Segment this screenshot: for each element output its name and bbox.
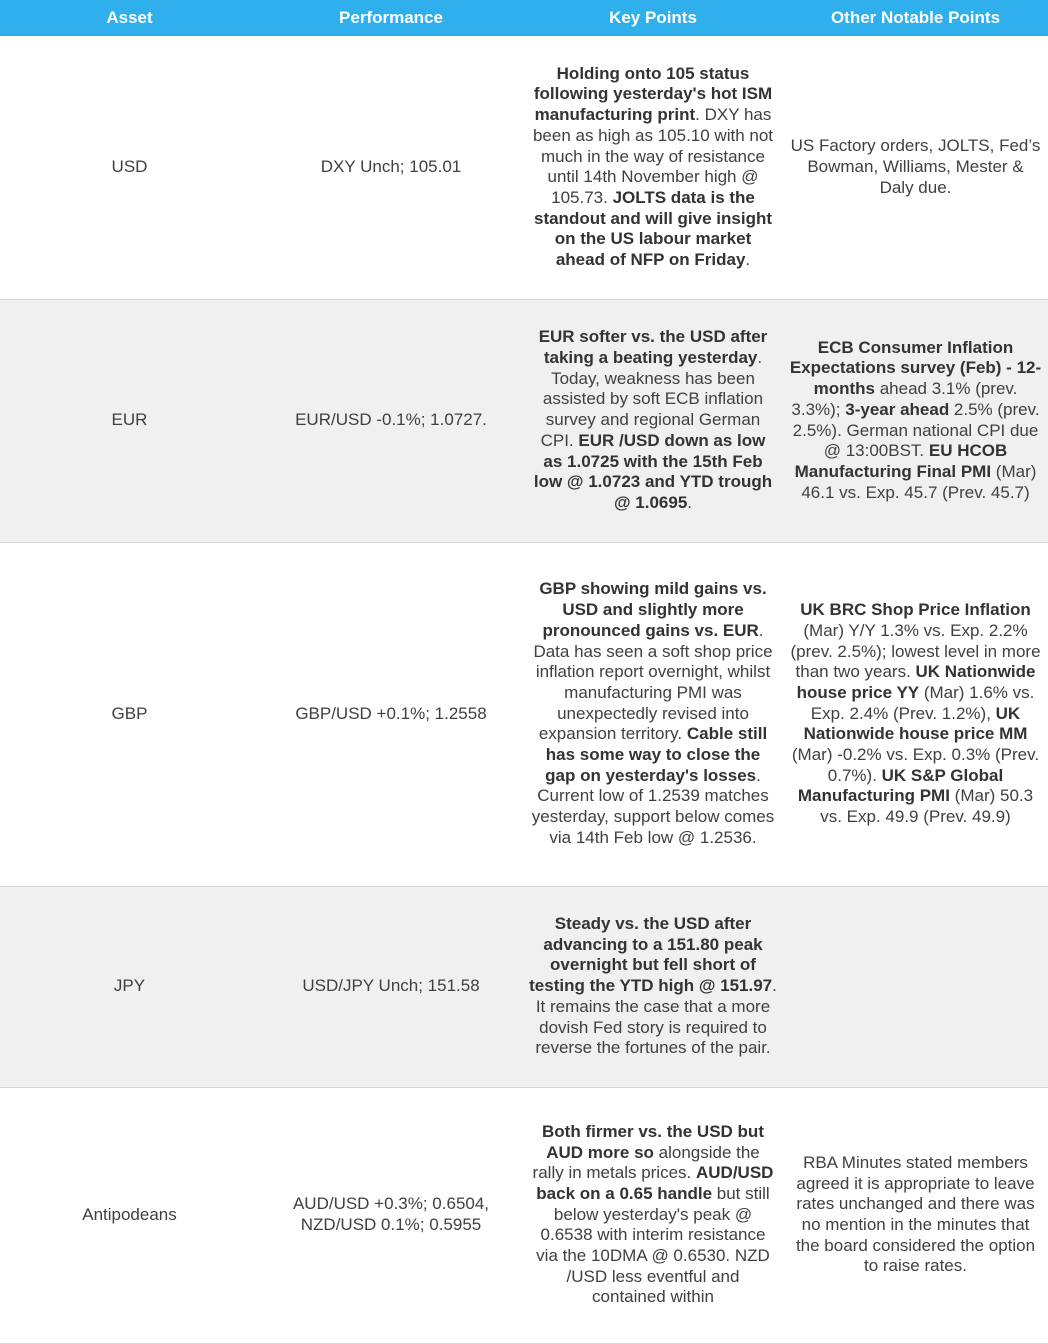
- performance-line: NZD/USD 0.1%; 0.5955: [300, 1215, 482, 1234]
- other-points-text: US Factory orders, JOLTS, Fed’s Bowman, Williams, Mester & Daly due.: [790, 136, 1041, 197]
- other-points-text: ahead 3.1% (prev. 3.3%);: [791, 379, 1018, 419]
- asset-cell: JPY: [0, 886, 259, 1087]
- key-points-text: .: [687, 492, 693, 512]
- header-asset: Asset: [0, 0, 259, 36]
- header-row: [0, 0, 1048, 36]
- table-row-antipodeans: [0, 1087, 1048, 1343]
- other-points-cell: [783, 299, 1048, 542]
- key-points-text: alongside the rally in metals prices.: [532, 1142, 760, 1183]
- asset-cell: EUR: [0, 299, 259, 542]
- performance-cell: DXY Unch; 105.01: [259, 36, 523, 299]
- other-points-text: (Mar) 50.3 vs. Exp. 49.9 (Prev. 49.9): [820, 786, 1034, 827]
- other-points-text: (Mar) -0.2% vs. Exp. 0.3% (Prev. 0.7%).: [791, 745, 1040, 785]
- key-points-cell: [523, 36, 783, 299]
- other-points-bold: 3-year ahead: [845, 399, 950, 419]
- performance-cell: USD/JPY Unch; 151.58: [259, 886, 523, 1087]
- other-points-bold: UK BRC Shop Price Inflation: [800, 600, 1031, 620]
- asset-cell: USD: [0, 36, 259, 299]
- table-row-gbp: [0, 542, 1048, 886]
- header-performance: Performance: [259, 0, 523, 36]
- key-points-bold: AUD/USD back on a 0.65 handle: [536, 1163, 774, 1203]
- performance-cell: GBP/USD +0.1%; 1.2558: [259, 542, 523, 886]
- asset-cell: Antipodeans: [0, 1087, 259, 1343]
- other-points-text: (Mar) 46.1 vs. Exp. 45.7 (Prev. 45.7): [801, 461, 1037, 502]
- key-points-cell: [523, 1087, 783, 1343]
- table-row-jpy: [0, 886, 1048, 1087]
- key-points-text: . DXY has been as high as 105.10 with not much in the way of resistance until 14th November high @ 105.73.: [532, 105, 774, 207]
- key-points-cell: [523, 299, 783, 542]
- other-points-bold: UK Nationwide house price MM: [803, 703, 1028, 744]
- header-other-points: Other Notable Points: [783, 0, 1048, 36]
- header-key-points: Key Points: [523, 0, 783, 36]
- other-points-text: RBA Minutes stated members agreed it is appropriate to leave rates unchanged and there was no mention in the minutes that the board considered the option to raise rates.: [795, 1152, 1036, 1276]
- other-points-text: (Mar) Y/Y 1.3% vs. Exp. 2.2% (prev. 2.5%); lowest level in more than two years.: [790, 620, 1041, 682]
- key-points-bold: JOLTS data is the standout and will give insight on the US labour market ahead of NFP on Friday: [533, 187, 772, 270]
- key-points-cell: [523, 886, 783, 1087]
- table-row-eur: [0, 299, 1048, 542]
- key-points-text: . Today, weakness has been assisted by soft ECB inflation survey and regional German CPI.: [540, 348, 764, 450]
- performance-cell: EUR/USD -0.1%; 1.0727.: [259, 299, 523, 542]
- other-points-cell: [783, 1087, 1048, 1343]
- key-points-bold: Cable still has some way to close the gap on yesterday's losses: [545, 724, 768, 785]
- other-points-bold: ECB Consumer Inflation Expectations survey (Feb) - 12-months: [789, 337, 1042, 399]
- other-points-text: (Mar) 1.6% vs. Exp. 2.4% (Prev. 1.2%),: [810, 682, 1035, 723]
- key-points-text: . It remains the case that a more dovish Fed story is required to reverse the fortunes of the pair.: [535, 976, 777, 1058]
- asset-cell: GBP: [0, 542, 259, 886]
- other-points-cell: [783, 542, 1048, 886]
- other-points-bold: EU HCOB Manufacturing Final PMI: [794, 441, 1008, 481]
- key-points-text: . Current low of 1.2539 matches yesterday, support below comes via 14th Feb low @ 1.2536.: [531, 765, 775, 847]
- key-points-text: .: [745, 250, 751, 270]
- other-points-cell: [783, 36, 1048, 299]
- performance-cell: [259, 1087, 523, 1343]
- key-points-bold: EUR /USD down as low as 1.0725 with the 15th Feb low @ 1.0723 and YTD trough @ 1.0695: [533, 430, 773, 512]
- other-points-text: 2.5% (prev. 2.5%). German national CPI due @ 13:00BST.: [792, 399, 1040, 461]
- key-points-bold: GBP showing mild gains vs. USD and slightly more pronounced gains vs. EUR: [539, 579, 767, 640]
- key-points-bold: Holding onto 105 status following yesterday's hot ISM manufacturing print: [533, 63, 773, 125]
- other-points-cell: [783, 886, 1048, 1087]
- key-points-bold: EUR softer vs. the USD after taking a beating yesterday: [538, 327, 768, 368]
- key-points-text: . Data has seen a soft shop price inflation report overnight, whilst manufacturing PMI was unexpectedly revised into expansion territory.: [533, 620, 773, 744]
- other-points-bold: UK S&P Global Manufacturing PMI: [797, 765, 1004, 806]
- key-points-bold: Both firmer vs. the USD but AUD more so: [542, 1121, 764, 1162]
- other-points-bold: UK Nationwide house price YY: [796, 662, 1036, 702]
- performance-line: AUD/USD +0.3%; 0.6504,: [292, 1194, 490, 1214]
- key-points-bold: Steady vs. the USD after advancing to a 151.80 peak overnight but fell short of testing the YTD high @ 151.97: [529, 914, 773, 996]
- key-points-text: but still below yesterday's peak @ 0.6538 with interim resistance via the 10DMA @ 0.6530. NZD /USD less eventful and contained within: [536, 1183, 770, 1307]
- table-row-usd: [0, 36, 1048, 299]
- key-points-cell: [523, 542, 783, 886]
